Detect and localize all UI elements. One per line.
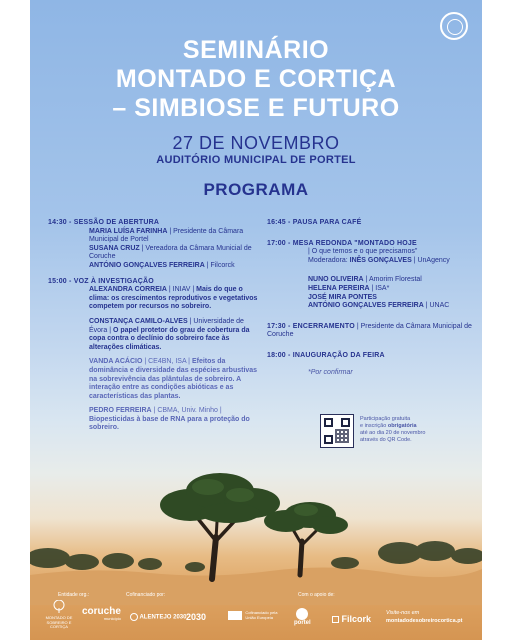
- logo-alentejo-text: ALENTEJO 2030: [139, 614, 187, 621]
- moderator-entry: [308, 257, 472, 266]
- panelist-entry: [308, 294, 472, 303]
- session-research: [48, 278, 262, 434]
- speaker-name: PEDRO FERREIRA: [89, 407, 152, 415]
- speaker-entry: [89, 262, 262, 271]
- session-title: 16:45 - PAUSA PARA CAFÉ: [267, 219, 362, 226]
- session-title: 17:30 - ENCERRAMENTO: [267, 322, 355, 330]
- logo-coruche-sub: município: [103, 616, 121, 621]
- panelist-entry: [308, 276, 472, 285]
- session-closing: [267, 323, 472, 340]
- speaker-name: CONSTANÇA CAMILO-ALVES: [89, 317, 188, 325]
- programa-heading: PROGRAMA: [203, 180, 309, 199]
- panelist-name: ANTÓNIO GONÇALVES FERREIRA: [308, 302, 424, 310]
- moderator-label: Moderadora:: [308, 256, 350, 264]
- program-right-column: [267, 219, 472, 377]
- registration-emphasis: obrigatória: [387, 423, 417, 429]
- talk-entry: [89, 286, 262, 312]
- logo-alentejo: [130, 613, 186, 621]
- registration-line: através do QR Code.: [360, 437, 412, 443]
- alentejo-circle-icon: [130, 613, 138, 621]
- session-title: 14:30 - SESSÃO DE ABERTURA: [48, 219, 160, 226]
- speaker-name: ANTÓNIO GONÇALVES FERREIRA: [89, 261, 205, 269]
- logo-coruche: [82, 606, 121, 622]
- program-left-column: [48, 219, 262, 440]
- speaker-affiliation: | CE4BN, ISA |: [142, 358, 192, 366]
- panelist-name: HELENA PEREIRA: [308, 284, 370, 292]
- talk-title: Biopesticidas à base de RNA para a proteção do sobreiro.: [89, 415, 250, 432]
- moderator-name: INÊS GONÇALVES: [349, 256, 412, 264]
- label-cofinanced: Cofinanciado por:: [126, 592, 166, 598]
- session-title: 17:00 - MESA REDONDA "MONTADO HOJE: [267, 239, 417, 247]
- talk-entry: [89, 358, 262, 401]
- logo-filcork-text: Filcork: [341, 614, 372, 624]
- logo-montado: [44, 600, 74, 630]
- panelist-entry: [308, 302, 472, 311]
- footnote: *Por confirmar: [308, 368, 353, 376]
- talk-title: Mais do que o clima: os crescimentos reprodutivos e vegetativos competem por recursos no sobreiro.: [89, 286, 258, 311]
- panelist-entry: [308, 285, 472, 294]
- logo-portugal-2030: [186, 612, 206, 622]
- session-opening: [48, 219, 262, 271]
- eu-flag-icon: [228, 611, 242, 620]
- talk-title: Efeitos da dominância e diversidade das espécies arbustivas na sobrevivência das plântulas de sobreiro. A interação entre as condições abióticas e as características das plantas.: [89, 358, 258, 400]
- label-support: Com o apoio de:: [298, 592, 335, 598]
- panelist-name: NUNO OLIVEIRA: [308, 276, 364, 284]
- session-fair-opening: [267, 352, 472, 361]
- title-line-1: SEMINÁRIO: [182, 36, 330, 64]
- talk-entry: [89, 318, 262, 352]
- talk-entry: [89, 407, 262, 433]
- qr-code-icon[interactable]: [320, 414, 354, 448]
- event-date: 27 DE NOVEMBRO: [172, 133, 340, 153]
- talk-title: O papel protetor do grau de cobertura da copa contra o declínio do sobreiro face às alterações climáticas.: [89, 326, 250, 351]
- registration-line: até ao dia 20 de novembro: [360, 430, 426, 436]
- speaker-name: MARIA LUÍSA FARINHA: [89, 227, 168, 235]
- logo-portel: [294, 608, 311, 626]
- title-line-2: MONTADO E CORTIÇA: [115, 65, 397, 93]
- session-coffee-break: [267, 219, 472, 228]
- speaker-name: SUSANA CRUZ: [89, 244, 140, 252]
- poster: [30, 0, 482, 640]
- session-description: | Presidente da Câmara Municipal de Coruche: [267, 322, 472, 339]
- speaker-role: | Presidente da Câmara Municipal de Portel: [89, 227, 244, 244]
- tree-icon: [52, 600, 66, 614]
- event-venue: AUDITÓRIO MUNICIPAL DE PORTEL: [156, 154, 356, 166]
- logo-filcork: [332, 614, 371, 624]
- registration-text: [360, 416, 476, 444]
- cork-oak-landscape-illustration: [30, 455, 482, 605]
- speaker-affiliation: | CBMA, Univ. Minho |: [151, 407, 222, 415]
- label-organizer: Entidade org.:: [58, 592, 90, 598]
- speaker-affiliation: | Universidade de Évora |: [89, 317, 244, 334]
- speaker-affiliation: | INIAV |: [166, 286, 197, 294]
- title-line-3: – SIMBIOSE E FUTURO: [112, 94, 400, 122]
- poster-title: [30, 36, 482, 123]
- registration-line: Participação gratuita: [360, 416, 411, 422]
- panelist-org: | UNAC: [423, 302, 450, 310]
- website-link[interactable]: montadodesobreirocortica.pt: [386, 618, 463, 624]
- logo-portel-text: portel: [294, 620, 311, 626]
- logo-2030-text: 2030: [186, 612, 207, 622]
- speaker-entry: [89, 245, 262, 262]
- logo-montado-text: MONTADO DE SOBREIRO E CORTIÇA: [45, 615, 73, 629]
- logo-eu: [228, 611, 287, 620]
- speaker-name: ALEXANDRA CORREIA: [89, 286, 167, 294]
- poster-footer: [30, 588, 482, 640]
- registration-line: [360, 423, 476, 430]
- panelist-name: JOSÉ MIRA PONTES: [308, 293, 377, 301]
- portel-emblem-icon: [296, 608, 308, 620]
- session-subtitle: | O que temos e o que precisamos": [308, 248, 418, 256]
- panelist-org: | Amorim Florestal: [363, 276, 422, 284]
- speaker-role: | Filcorck: [204, 261, 235, 269]
- session-title: 15:00 - VOZ À INVESTIGAÇÃO: [48, 277, 154, 285]
- speaker-name: VANDA ACÁCIO: [89, 358, 143, 366]
- registration-fragment: e inscrição: [360, 423, 388, 429]
- moderator-org: | UnAgency: [411, 256, 450, 264]
- speaker-entry: [89, 228, 262, 245]
- session-title: 18:00 - INAUGURAÇÃO DA FEIRA: [267, 351, 385, 359]
- registration-block: [320, 412, 480, 452]
- logo-coruche-text: coruche: [82, 606, 121, 617]
- speaker-role: | Vereadora da Câmara Municial de Coruche: [89, 244, 252, 261]
- filcork-square-icon: [332, 616, 339, 623]
- session-round-table: [267, 240, 472, 311]
- visit-label: Visite-nos em: [386, 610, 420, 616]
- panelist-org: | ISA*: [369, 284, 390, 292]
- logo-eu-text: Cofinanciado pela União Europeia: [245, 610, 278, 620]
